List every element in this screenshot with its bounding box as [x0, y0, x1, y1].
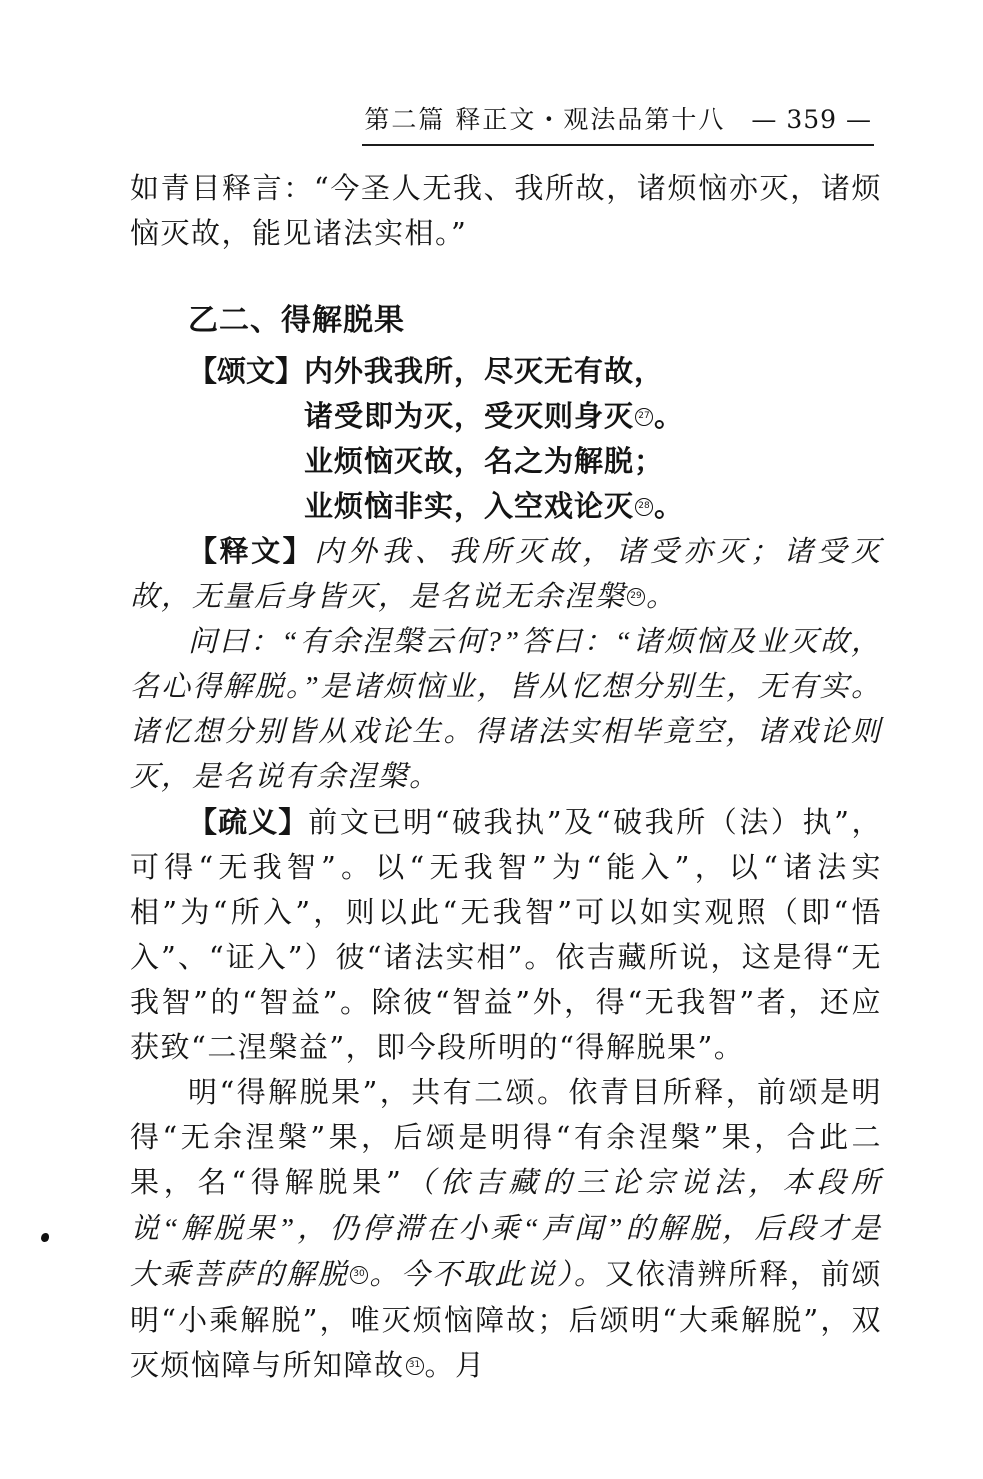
parenthetical-note: 。今不取此说）。 — [369, 1259, 606, 1291]
page-body — [130, 166, 882, 1388]
running-header — [362, 100, 874, 146]
verse-line: 业烦恼灭故，名之为解脱； — [304, 444, 665, 478]
paragraph-question-answer: 问曰：“有余涅槃云何?”答曰：“诸烦恼及业灭故，名心得解脱。”是诸烦恼业，皆从忆想分别生，无有实。诸忆想分别皆从戏论生。得诸法实相毕竟空，诸戏论则灭，是名说有余涅槃。 — [130, 626, 882, 793]
shuyi-label: 【疏义】 — [188, 805, 309, 839]
ink-speck — [41, 1233, 49, 1242]
footnote-marker-27: 27 — [635, 408, 653, 426]
verse-line: 诸受即为灭，受灭则身灭 27 。 — [304, 399, 685, 433]
paragraph-shuyi: 【疏义】前文已明“破我执”及“破我所（法）执”，可得“无我智”。以“无我智”为“能入”，以“诸法实相”为“所入”，则以此“无我智”可以如实观照（即“悟入”、“证入”）彼“诸法实相”。依吉藏所说，这是得“无我智”的“智益”。除彼“智益”外，得“无我智”者，还应获致“二涅槃益”，即今段所明的“得解脱果”。 — [130, 805, 882, 1064]
paragraph-shiwen: 【释文】内外我、我所灭故，诸受亦灭；诸受灭故，无量后身皆灭，是名说无余涅槃 29 。 — [130, 534, 882, 613]
parenthetical-note: （依吉藏的三论宗说法，本段所说“解脱果”，仍停滞在小乘“声闻”的解脱，后段才是大乘菩萨的解脱 — [130, 1167, 882, 1291]
section-heading: 乙二、得解脱果 — [188, 303, 405, 338]
songwen-label: 【颂文】 — [188, 354, 305, 388]
footnote-marker-28: 28 — [635, 498, 653, 516]
footnote-marker-31: 31 — [406, 1357, 424, 1375]
paragraph-qingmu-quote: 如青目释言：“今圣人无我、我所故，诸烦恼亦灭，诸烦恼灭故，能见诸法实相。” — [130, 171, 882, 250]
verse-line: 【颂文】内外我我所，尽灭无有故， — [188, 354, 665, 388]
verse-line: 业烦恼非实，入空戏论灭 28 。 — [304, 489, 685, 523]
paragraph-conclusion: 明“得解脱果”，共有二颂。依青目所释，前颂是明得“无余涅槃”果，后颂是明得“有余涅槃”果，合此二果，名“得解脱果”（依吉藏的三论宗说法，本段所说“解脱果”，仍停滞在小乘“声闻”的解脱，后段才是大乘菩萨的解脱 30 。今不取此说）。又依清辨所释，前颂明“小乘解脱”，唯灭烦恼障故；后颂明“大乘解脱”，双灭烦恼障与所知障故 31 。月 — [130, 1075, 882, 1382]
page-number: — 359 — — [751, 105, 872, 134]
chapter-title: 第二篇 释正文・观法品第十八 — [364, 105, 726, 134]
verse-block — [130, 349, 882, 529]
footnote-marker-29: 29 — [627, 588, 645, 606]
shiwen-label: 【释文】 — [188, 534, 315, 568]
footnote-marker-30: 30 — [350, 1266, 368, 1284]
